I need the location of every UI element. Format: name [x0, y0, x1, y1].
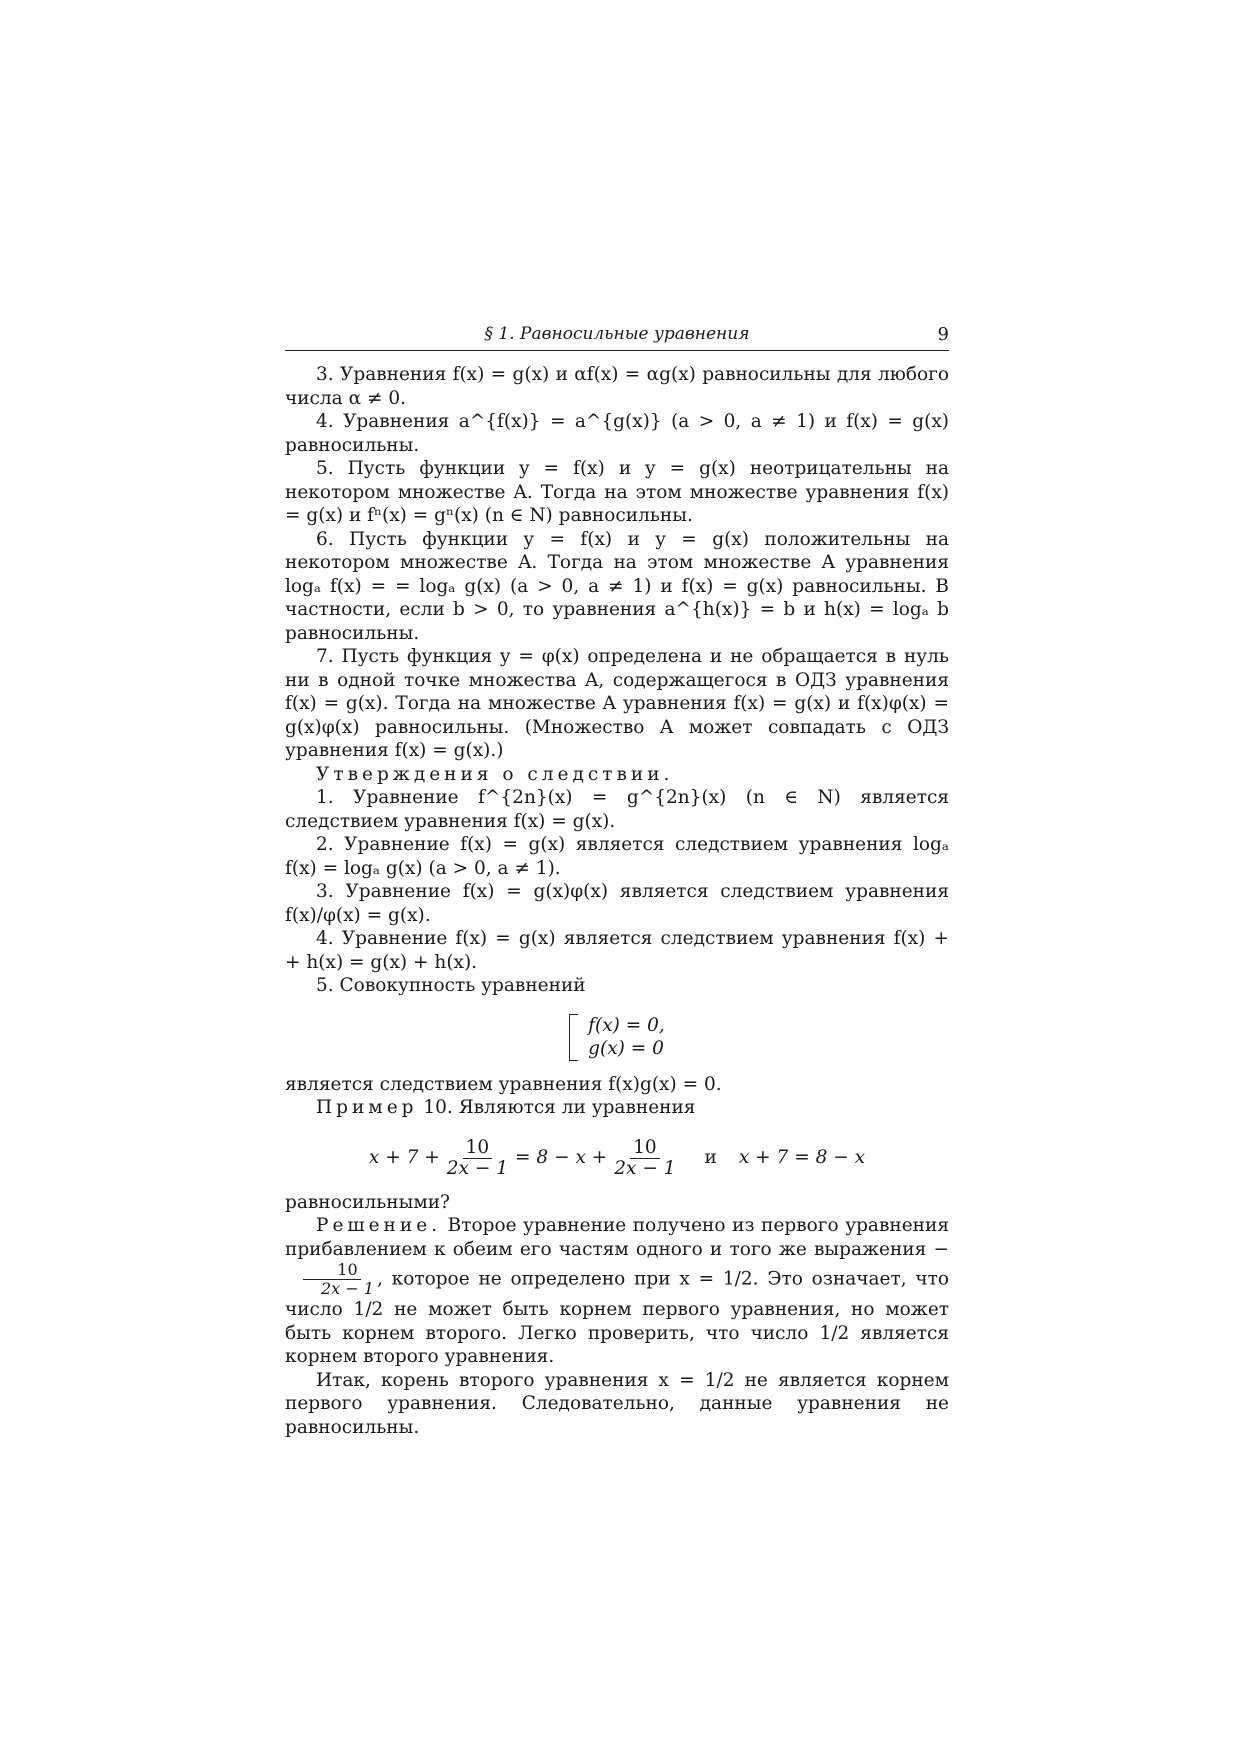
formula-right-equation: x + 7 = 8 − x [738, 1147, 866, 1169]
running-head-title: § 1. Равносильные уравнения [484, 324, 750, 344]
square-bracket [569, 1014, 578, 1061]
statement-4: 4. Уравнения a^{f(x)} = a^{g(x)} (a > 0, a ≠ 1) и f(x) = g(x) равносильны. [285, 411, 949, 456]
example-formula [285, 1138, 949, 1179]
equation-system [285, 1014, 949, 1061]
page-content [285, 322, 949, 1439]
statement-6: 6. Пусть функции y = f(x) и y = g(x) положительны на некотором множестве A. Тогда на этом множестве A уравнения logₐ f(x) = = logₐ g(x) (a > 0, a ≠ 1) и f(x) = g(x) равносильны. В частности, если b > 0, то уравнения a^{h(x)} = b и h(x) = logₐ b равносильны. [285, 528, 949, 644]
consequence-3: 3. Уравнение f(x) = g(x)φ(x) является следствием уравнения f(x)/φ(x) = g(x). [285, 881, 949, 926]
solution-fraction-numerator: 10 [303, 1261, 360, 1280]
formula-conjunction: и [704, 1147, 717, 1169]
solution-fraction [287, 1261, 377, 1298]
solution-fraction-denominator: 2x − 1 [321, 1279, 374, 1298]
consequence-2: 2. Уравнение f(x) = g(x) является следствием уравнения logₐ f(x) = logₐ g(x) (a > 0, a ≠ 1). [285, 834, 949, 879]
after-system-text: является следствием уравнения f(x)g(x) = 0. [285, 1073, 722, 1095]
statement-5: 5. Пусть функции y = f(x) и y = g(x) неотрицательны на некотором множестве A. Тогда на этом множестве уравнения f(x) = g(x) и fⁿ(x) = gⁿ(x) (n ∈ N) равносильны. [285, 458, 949, 526]
example-heading [285, 1096, 949, 1120]
consequence-1: 1. Уравнение f^{2n}(x) = g^{2n}(x) (n ∈ N) является следствием уравнения f(x) = g(x). [285, 787, 949, 832]
example-text: 10. Являются ли уравнения [423, 1097, 696, 1118]
system-line-1: f(x) = 0, [588, 1014, 665, 1036]
fraction-1 [444, 1138, 511, 1179]
body-text [285, 363, 949, 1439]
page-number: 9 [937, 324, 949, 345]
example-question: равносильными? [285, 1191, 450, 1213]
solution-paragraph [285, 1214, 949, 1369]
solution-text-after: , которое не определено при x = 1/2. Это означает, что число 1/2 не может быть корнем первого уравнения, но может быть корнем второго. Легко проверить, что число 1/2 является корнем второго уравнения. [285, 1268, 949, 1367]
solution-label: Решение. [316, 1215, 442, 1236]
consequence-heading: Утверждения о следствии. [316, 763, 674, 785]
solution-text-before: Второе уравнение получено из первого уравнения прибавлением к обеим его частям одного и того же выражения − [285, 1215, 949, 1260]
example-label: Пример [316, 1097, 418, 1118]
statement-3: 3. Уравнения f(x) = g(x) и αf(x) = αg(x) равносильны для любого числа α ≠ 0. [285, 364, 949, 409]
fraction-2 [611, 1138, 678, 1179]
running-head [285, 322, 949, 351]
conclusion-paragraph: Итак, корень второго уравнения x = 1/2 не является корнем первого уравнения. Следовательно, данные уравнения не равносильны. [285, 1369, 949, 1438]
fraction-2-denominator: 2x − 1 [614, 1157, 676, 1179]
statement-7: 7. Пусть функция y = φ(x) определена и не обращается в нуль ни в одной точке множества A, содержащегося в ОДЗ уравнения f(x) = g(x). Тогда на множестве A уравнения f(x) = g(x) и f(x)φ(x) = g(x)φ(x) равносильны. (Множество A может совпадать с ОДЗ уравнения f(x) = g(x).) [285, 646, 949, 761]
formula-left-mid: = 8 − x + [515, 1147, 608, 1169]
consequence-4: 4. Уравнение f(x) = g(x) является следствием уравнения f(x) + + h(x) = g(x) + h(x). [285, 928, 949, 973]
consequence-5: 5. Совокупность уравнений [316, 975, 586, 996]
fraction-2-numerator: 10 [630, 1138, 660, 1159]
formula-left-prefix: x + 7 + [368, 1147, 440, 1169]
fraction-1-denominator: 2x − 1 [446, 1157, 509, 1179]
system-line-2: g(x) = 0 [588, 1038, 664, 1059]
fraction-1-numerator: 10 [463, 1138, 493, 1159]
